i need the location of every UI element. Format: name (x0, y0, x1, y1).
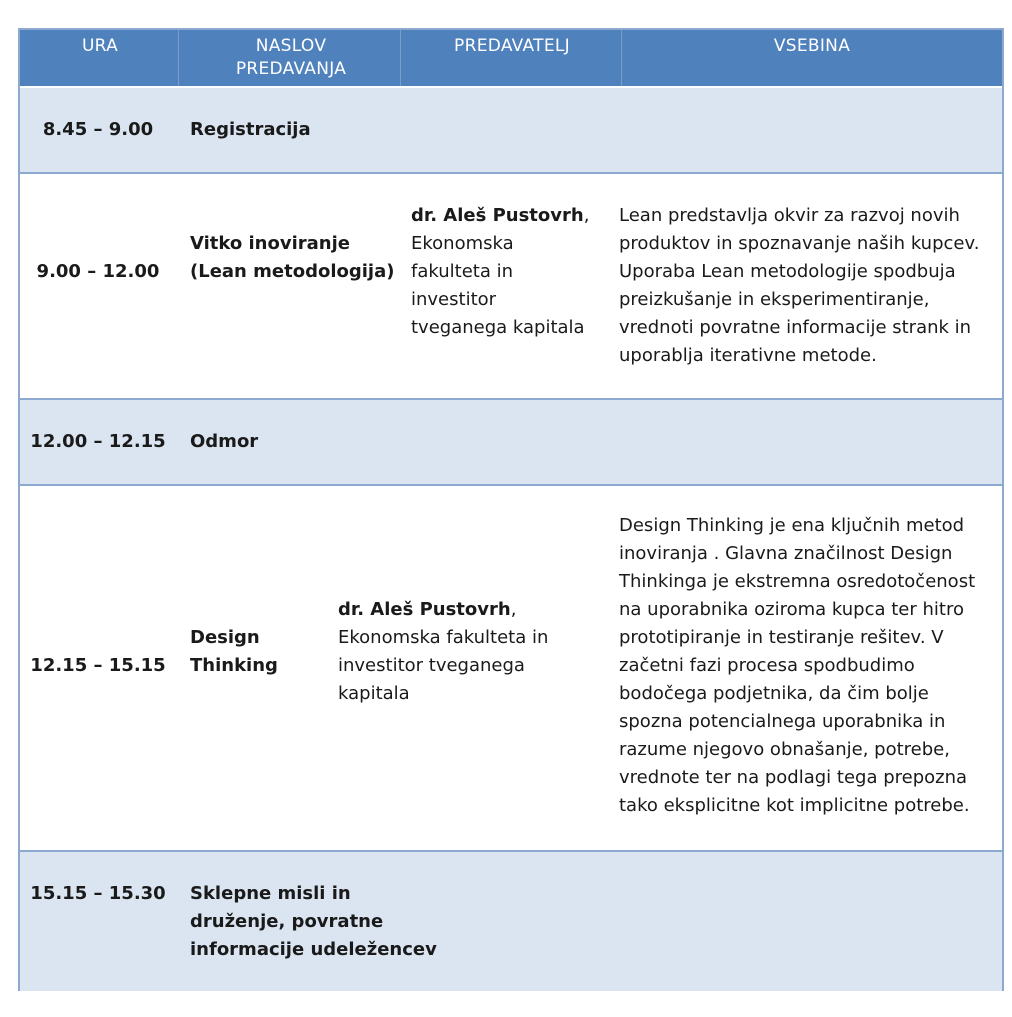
row-time: 12.00 – 12.15 (30, 431, 166, 452)
lecturer-line: fakulteta in (411, 261, 513, 282)
lecturer-line: Ekonomska fakulteta in (338, 627, 549, 648)
header-ura: URA (81, 36, 119, 56)
schedule-table (18, 28, 1004, 991)
content-line: vrednoti povratne informacije strank in (619, 317, 972, 338)
content-line: spozna potencialnega uporabnika in (619, 711, 946, 732)
row-time: 15.15 – 15.30 (30, 883, 166, 904)
row-title-line: druženje, povratne (190, 911, 384, 932)
lecturer-line: Ekonomska (411, 233, 514, 254)
table-row (20, 400, 1002, 484)
lecturer-line: tveganega kapitala (411, 317, 585, 338)
header-vsebina: VSEBINA (773, 36, 851, 56)
content-line: vrednote ter na podlagi tega prepozna (619, 767, 968, 788)
content-line: inoviranja . Glavna značilnost Design (619, 543, 953, 564)
row-title (190, 624, 278, 680)
row-title: Registracija (190, 119, 311, 140)
row-time: 9.00 – 12.00 (36, 261, 160, 282)
lecturer-comma: , (583, 205, 590, 226)
row-title-line: Sklepne misli in (190, 883, 351, 904)
header-naslov-line2: PREDAVANJA (235, 59, 347, 79)
content-line: razume njegovo obnašanje, potrebe, (619, 739, 950, 760)
content-line: Uporaba Lean metodologije spodbuja (619, 261, 956, 282)
header-predavatelj: PREDAVATELJ (454, 36, 570, 56)
content-line: Thinkinga je ekstremna osredotočenost (619, 571, 976, 592)
content-line: preizkušanje in eksperimentiranje, (619, 289, 930, 310)
row-title (190, 880, 437, 964)
row-lecturer (411, 202, 589, 342)
lecturer-name: dr. Aleš Pustovrh (338, 599, 511, 620)
content-line: na uporabnika oziroma kupca ter hitro (619, 599, 964, 620)
lecturer-line: investitor (411, 289, 497, 310)
row-title-line: informacije udeležencev (190, 939, 437, 960)
row-title (190, 230, 394, 286)
table-row (20, 88, 1002, 172)
row-title-line: (Lean metodologija) (190, 261, 395, 282)
row-title: Odmor (190, 431, 259, 452)
lecturer-name-line (411, 202, 589, 230)
table-row (20, 174, 1002, 398)
table-row (20, 852, 1002, 991)
lecturer-line: investitor tveganega (338, 655, 525, 676)
lecturer-comma: , (510, 599, 517, 620)
lecturer-name: dr. Aleš Pustovrh (411, 205, 584, 226)
row-lecturer (338, 596, 548, 708)
row-time: 8.45 – 9.00 (42, 119, 154, 140)
content-line: Design Thinking je ena ključnih metod (619, 515, 965, 536)
table-row (20, 486, 1002, 850)
content-line: uporablja iterativne metode. (619, 345, 877, 366)
lecturer-name-line (338, 596, 548, 624)
row-content (619, 202, 979, 370)
content-line: Lean predstavlja okvir za razvoj novih (619, 205, 960, 226)
content-line: prototipiranje in testiranje rešitev. V (619, 627, 944, 648)
header-divider (178, 30, 179, 86)
content-line: tako eksplicitne kot implicitne potrebe. (619, 795, 970, 816)
content-line: produktov in spoznavanje naših kupcev. (619, 233, 980, 254)
row-title-line: Vitko inoviranje (190, 233, 350, 254)
content-line: bodočega podjetnika, da čim bolje (619, 683, 929, 704)
lecturer-line: kapitala (338, 683, 410, 704)
row-title-line: Design (190, 627, 260, 648)
header-divider (400, 30, 401, 86)
header-naslov-line1: NASLOV (255, 36, 327, 56)
content-line: začetni fazi procesa spodbudimo (619, 655, 915, 676)
row-title-line: Thinking (190, 655, 278, 676)
row-content (619, 512, 975, 820)
row-time: 12.15 – 15.15 (30, 655, 166, 676)
table-header (20, 30, 1002, 86)
header-naslov (180, 35, 402, 81)
